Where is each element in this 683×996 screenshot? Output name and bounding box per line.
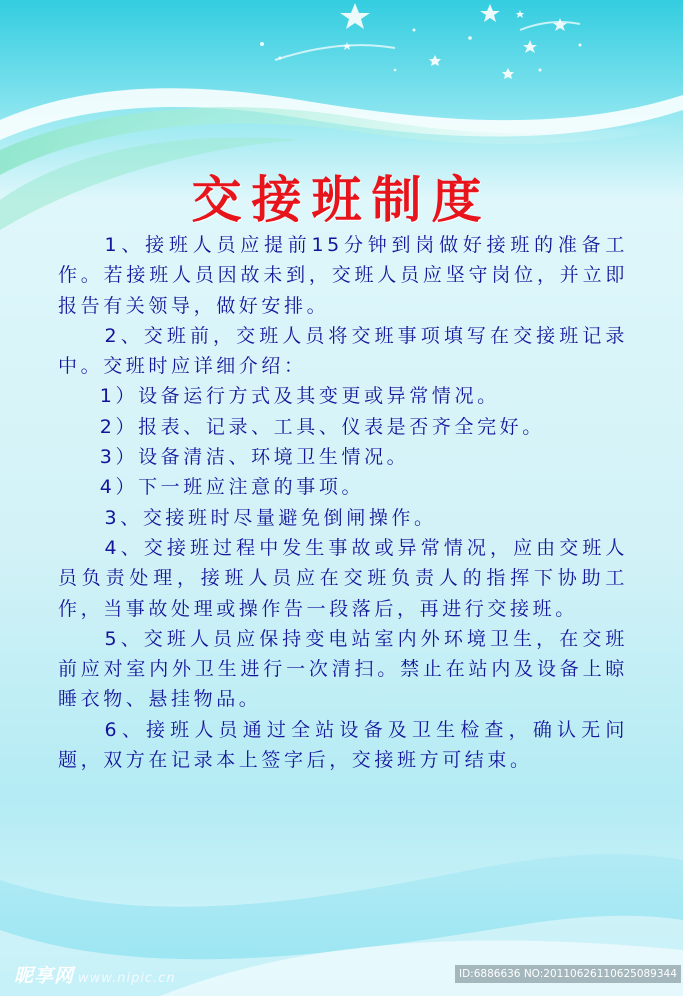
image-id-label: ID:6886636 NO:20110626110625089344 [455, 965, 681, 983]
rule-paragraph: 2、交班前，交班人员将交班事项填写在交接班记录中。交班时应详细介绍： [58, 324, 628, 378]
rule-paragraph: 4、交接班过程中发生事故或异常情况，应由交班人员负责处理，接班人员应在交班负责人的指挥下协助工作，当事故处理或操作告一段落后，再进行交接班。 [58, 536, 628, 620]
sub-item: 4）下一班应注意的事项。 [99, 476, 365, 499]
rule-paragraph: 3、交接班时尽量避免倒闸操作。 [104, 506, 437, 529]
poster-title: 交接班制度 [191, 171, 492, 229]
sub-item: 2）报表、记录、工具、仪表是否齐全完好。 [99, 415, 545, 438]
watermark-credit [14, 961, 176, 988]
sub-item: 3）设备清洁、环境卫生情况。 [99, 446, 410, 469]
watermark-brand: 昵享网 [14, 965, 75, 987]
regulation-text [58, 230, 628, 775]
rule-paragraph: 1、接班人员应提前15分钟到岗做好接班的准备工作。若接班人员因故未到，交班人员应坚守岗位，并立即报告有关领导，做好安排。 [58, 234, 628, 317]
watermark-url: www.nipic.cn [78, 971, 176, 986]
sub-item: 1）设备运行方式及其变更或异常情况。 [99, 385, 500, 408]
rule-paragraph: 5、交班人员应保持变电站室内外环境卫生，在交班前应对室内外卫生进行一次清扫。禁止在站内及设备上晾睡衣物、悬挂物品。 [58, 627, 628, 711]
rule-paragraph: 6、接班人员通过全站设备及卫生检查，确认无问题，双方在记录本上签字后，交接班方可结束。 [58, 718, 628, 772]
